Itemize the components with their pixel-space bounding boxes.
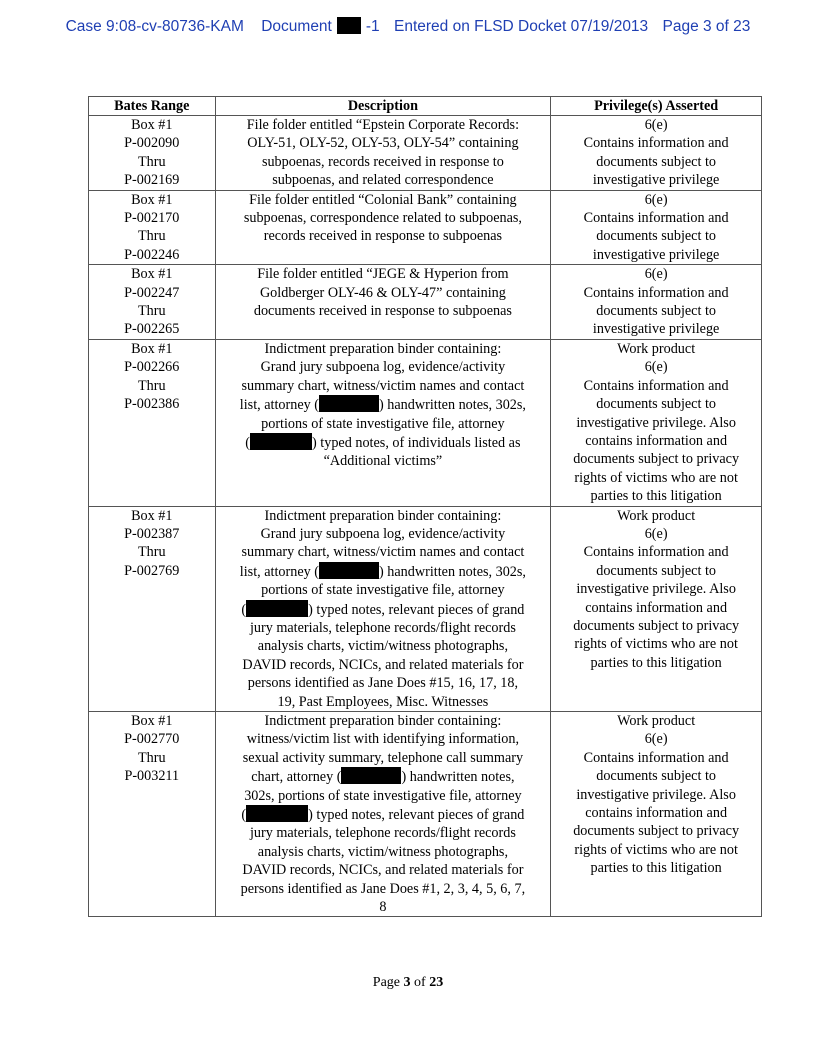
bates-cell: Box #1 P-002090 Thru P-002169 — [89, 116, 216, 191]
table-row — [89, 190, 762, 265]
bates-cell: Box #1 P-002266 Thru P-002386 — [89, 339, 216, 506]
column-header-bates: Bates Range — [89, 97, 216, 116]
footer-page-current: 3 — [403, 975, 411, 990]
table-header-row — [89, 97, 762, 116]
document-label: Document -1 — [261, 18, 380, 35]
redaction-block — [337, 17, 361, 34]
docket-header — [0, 17, 816, 36]
redaction-block — [319, 562, 379, 579]
table-row — [89, 506, 762, 711]
page-footer — [0, 975, 816, 991]
privilege-cell: Work product 6(e) Contains information and documents subject to investigative privilege. Also contains information and documents subject to privacy rights of victims who are not parties to this litigation — [551, 712, 762, 917]
footer-page-of: of — [414, 975, 426, 990]
redaction-block — [250, 433, 312, 450]
privilege-cell: Work product 6(e) Contains information and documents subject to investigative privilege. Also contains information and documents subject to privacy rights of victims who are not parties to this litigation — [551, 339, 762, 506]
bates-cell: Box #1 P-002247 Thru P-002265 — [89, 265, 216, 340]
bates-cell: Box #1 P-002387 Thru P-002769 — [89, 506, 216, 711]
privilege-cell: 6(e) Contains information and documents subject to investigative privilege — [551, 265, 762, 340]
description-cell: File folder entitled “JEGE & Hyperion from Goldberger OLY-46 & OLY-47” containing documents received in response to subpoenas — [215, 265, 551, 340]
description-cell: Indictment preparation binder containing: witness/victim list with identifying information, sexual activity summary, telephone call summary chart, attorney ( ) handwritten notes, 302s, portions of state investigative file, attorney ( ) typed notes, relevant pieces of grand jury materials, telephone records/flight records analysis charts, victim/witness photographs, DAVID records, NCICs, and related materials for persons identified as Jane Does #1, 2, 3, 4, 5, 6, 7, 8 — [215, 712, 551, 917]
footer-page-label: Page — [372, 975, 401, 990]
header-page-number: Page 3 of 23 — [662, 18, 751, 35]
case-number: Case 9:08-cv-80736-KAM — [65, 18, 244, 35]
table-row — [89, 712, 762, 917]
description-cell: File folder entitled “Epstein Corporate Records: OLY-51, OLY-52, OLY-53, OLY-54” containing subpoenas, records received in response to subpoenas, and related correspondence — [215, 116, 551, 191]
privilege-cell: Work product 6(e) Contains information and documents subject to investigative privilege. Also contains information and documents subject to privacy rights of victims who are not parties to this litigation — [551, 506, 762, 711]
description-cell: Indictment preparation binder containing: Grand jury subpoena log, evidence/activity summary chart, witness/victim names and contact list, attorney ( ) handwritten notes, 302s, portions of state investigative file, attorney ( ) typed notes, of individuals listed as “Additional victims” — [215, 339, 551, 506]
table-row — [89, 339, 762, 506]
privilege-cell: 6(e) Contains information and documents subject to investigative privilege — [551, 190, 762, 265]
bates-cell: Box #1 P-002170 Thru P-002246 — [89, 190, 216, 265]
redaction-block — [246, 805, 308, 822]
bates-cell: Box #1 P-002770 Thru P-003211 — [89, 712, 216, 917]
footer-page-total: 23 — [429, 975, 444, 990]
column-header-description: Description — [215, 97, 551, 116]
redaction-block — [246, 600, 308, 617]
table-row — [89, 265, 762, 340]
privilege-log-table — [88, 96, 762, 917]
column-header-privilege: Privilege(s) Asserted — [551, 97, 762, 116]
description-cell: Indictment preparation binder containing: Grand jury subpoena log, evidence/activity summary chart, witness/victim names and contact list, attorney ( ) handwritten notes, 302s, portions of state investigative file, attorney ( ) typed notes, relevant pieces of grand jury materials, telephone records/flight records analysis charts, victim/witness photographs, DAVID records, NCICs, and related materials for persons identified as Jane Does #15, 16, 17, 18, 19, Past Employees, Misc. Witnesses — [215, 506, 551, 711]
description-cell: File folder entitled “Colonial Bank” containing subpoenas, correspondence related to subpoenas, records received in response to subpoenas — [215, 190, 551, 265]
redaction-block — [319, 395, 379, 412]
table-row — [89, 116, 762, 191]
redaction-block — [341, 767, 401, 784]
privilege-cell: 6(e) Contains information and documents subject to investigative privilege — [551, 116, 762, 191]
entered-date: Entered on FLSD Docket 07/19/2013 — [393, 18, 649, 35]
